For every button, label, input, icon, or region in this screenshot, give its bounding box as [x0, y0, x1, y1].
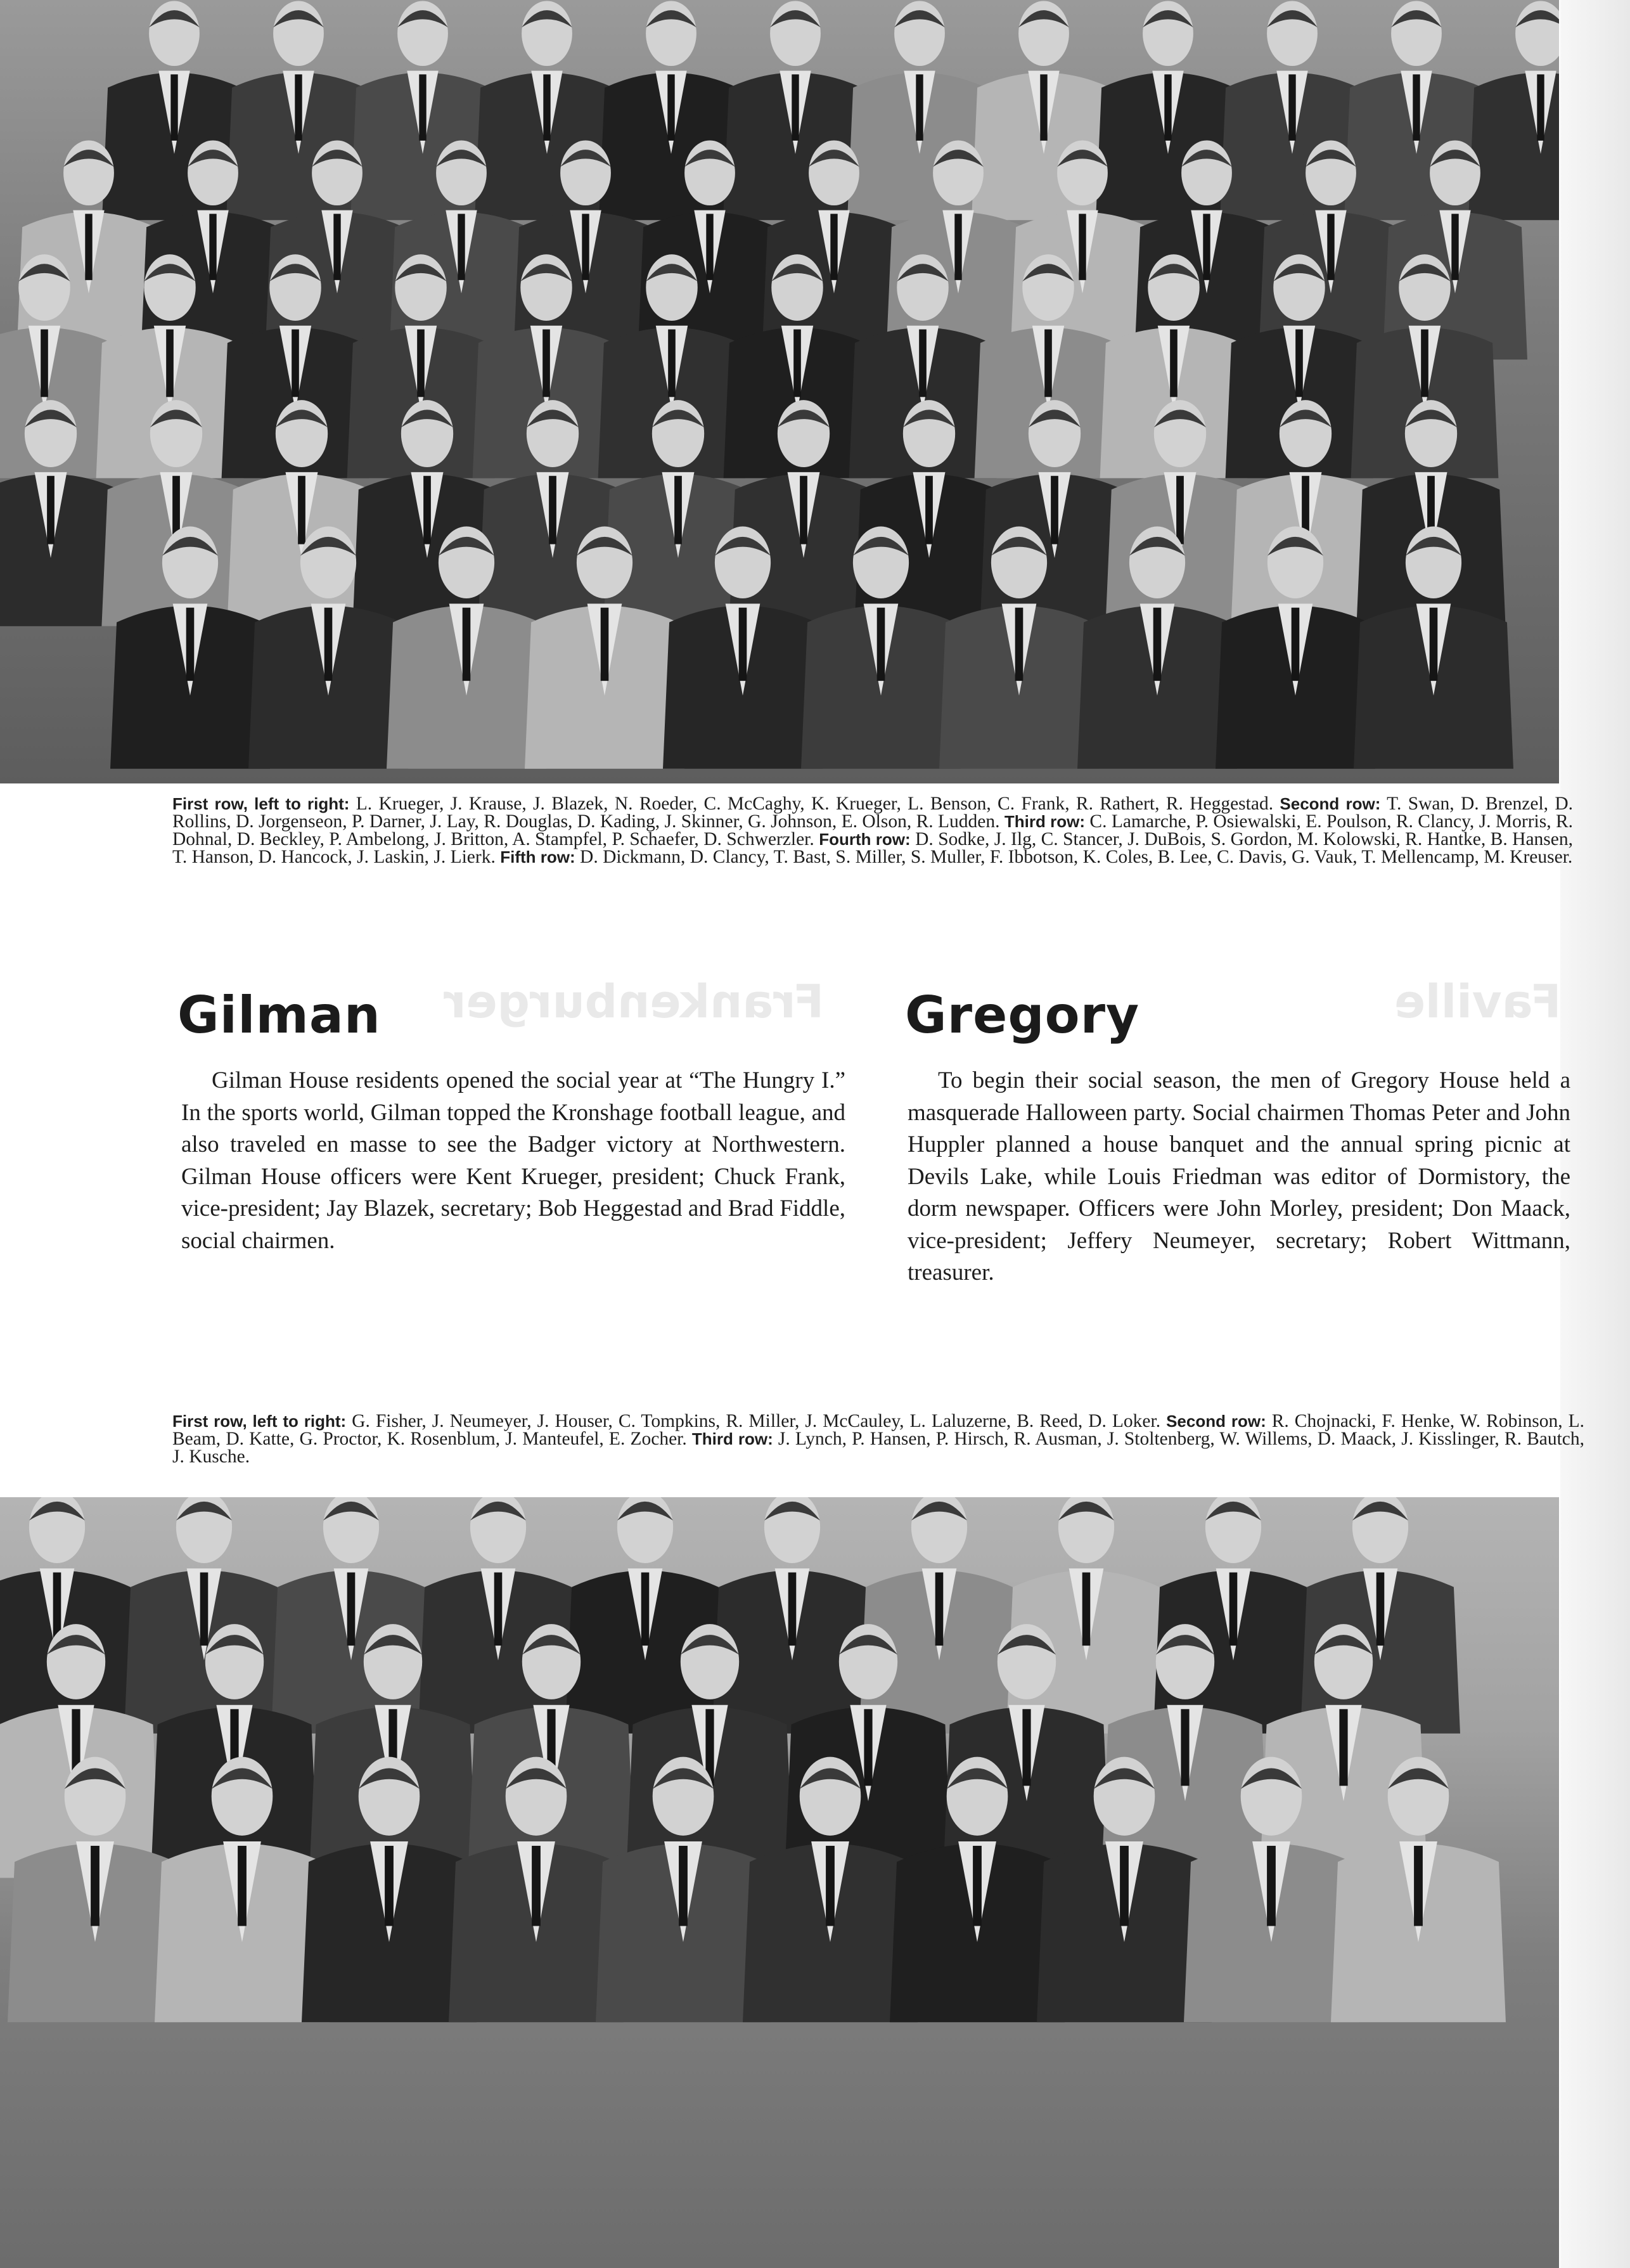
gilman-group-photo [0, 0, 1559, 783]
caption-row-label: Fourth row: [819, 830, 911, 849]
person-figure [565, 1497, 725, 1734]
person-figure [271, 1497, 431, 1734]
caption-row-names: D. Sodke, J. Ilg, C. Stancer, J. DuBois, S. Gordon, M. Kolowski, R. Hantke, B. Hansen, T. Hanson, D. Hancock, J. Laskin, J. Lierk. [172, 829, 1573, 867]
caption-row-label: Third row: [691, 1429, 773, 1448]
caption-row-names: D. Dickmann, D. Clancy, T. Bast, S. Miller, S. Muller, F. Ibbotson, K. Coles, B. Lee, C. Davis, G. Vauk, T. Mellencamp, M. Kreuser. [580, 847, 1573, 867]
gilman-photo-figures [0, 0, 1559, 783]
person-figure [859, 1497, 1019, 1734]
gilman-body-text: Gilman House residents opened the social year at “The Hungry I.” In the sports world, Gilman topped the Kronshage football league, and also traveled en masse to see the Badger victory at Northwestern. Gilman House officers were Kent Krueger, president; Chuck Frank, vice-president; Jay Blazek, secretary; Bob Heggestad and Brad Fiddle, social chairmen. [181, 1067, 845, 1254]
gregory-photo-caption [172, 1412, 1584, 1466]
person-figure [712, 1497, 872, 1734]
person-figure [1153, 1497, 1313, 1734]
caption-row-label: First row, left to right: [172, 1412, 347, 1431]
caption-row-names: L. Krueger, J. Krause, J. Blazek, N. Roeder, C. McCaghy, K. Krueger, L. Benson, C. Frank, R. Rathert, R. Heggestad. [356, 794, 1274, 814]
gregory-group-photo [0, 1497, 1559, 2268]
caption-row-label: Second row: [1280, 794, 1381, 813]
caption-row-label: Second row: [1166, 1412, 1266, 1431]
person-figure [124, 1497, 284, 1734]
gregory-photo-figures [0, 1497, 1559, 2268]
caption-row-names: J. Lynch, P. Hansen, P. Hirsch, R. Ausman, J. Stoltenberg, W. Willems, D. Maack, J. Kisslinger, R. Bautch, J. Kusche. [172, 1429, 1585, 1467]
person-figure [1300, 1497, 1460, 1734]
bleed-through-title-right: Faville [1394, 975, 1562, 1028]
caption-row-names: T. Swan, D. Brenzel, D. Rollins, D. Jorgenseon, P. Darner, J. Lay, R. Douglas, D. Kading, J. Skinner, G. Johnson, E. Olson, R. Ludden. [172, 794, 1574, 832]
caption-row-names: G. Fisher, J. Neumeyer, J. Houser, C. Tompkins, R. Miller, J. McCauley, L. Laluzerne, B. Reed, D. Loker. [352, 1411, 1161, 1431]
gilman-photo-caption [172, 795, 1573, 866]
gregory-body-text: To begin their social season, the men of Gregory House held a masquerade Halloween party. Social chairmen Thomas Peter and John Huppler planned a house banquet and the annual spring picnic at Devils Lake, while Louis Friedman was editor of Dormistory, the dorm newspaper. Officers were John Morley, president; Don Maack, vice-president; Jeffery Neumeyer, secretary; Robert Wittmann, treasurer. [908, 1067, 1570, 1285]
caption-row-names: C. Lamarche, P. Osiewalski, E. Poulson, R. Clancy, J. Morris, R. Dohnal, D. Beckley, P. Ambelong, J. Britton, A. Stampfel, P. Schaefer, D. Schwerzler. [172, 811, 1574, 849]
caption-row-label: Fifth row: [500, 847, 575, 867]
bleed-through-title-left: Frankenburger [444, 975, 825, 1028]
caption-row-label: Third row: [1004, 812, 1086, 831]
gregory-title: Gregory [905, 986, 1140, 1045]
page-edge-shadow [1560, 0, 1630, 2268]
person-figure [1468, 1, 1559, 220]
caption-row-names: R. Chojnacki, F. Henke, W. Robinson, L. Beam, D. Katte, G. Proctor, K. Rosenblum, J. Manteufel, E. Zocher. [172, 1411, 1585, 1449]
caption-row-label: First row, left to right: [172, 794, 350, 813]
gilman-title: Gilman [177, 986, 381, 1045]
